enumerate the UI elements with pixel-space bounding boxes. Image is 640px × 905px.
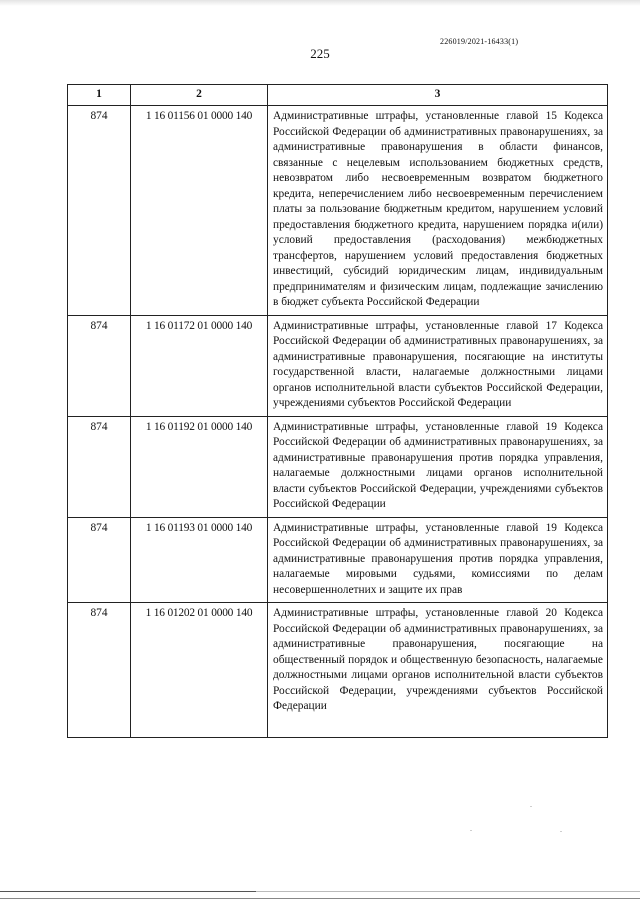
table-row: [68, 106, 608, 316]
scan-artifact: [470, 830, 472, 831]
kbk-code-cell: 1 16 01156 01 0000 140: [131, 106, 268, 316]
description-cell: Административные штрафы, установленные главой 19 Кодекса Российской Федерации об административных правонарушениях, за административные правонарушения против порядка управления, налагаемые мировыми судьями, комиссиями по делам несовершеннолетних и защите их прав: [268, 517, 608, 603]
admin-code-cell: 874: [68, 106, 131, 316]
admin-code-cell: 874: [68, 315, 131, 416]
table-header-row: [68, 85, 608, 106]
admin-code-cell: 874: [68, 517, 131, 603]
revenue-codes-table: [67, 84, 608, 738]
page-number: 225: [310, 46, 330, 61]
kbk-code-cell: 1 16 01172 01 0000 140: [131, 315, 268, 416]
description-cell: Административные штрафы, установленные главой 20 Кодекса Российской Федерации об административных правонарушениях, за административные правонарушения, посягающие на общественный порядок и общественную безопасность, налагаемые должностными лицами органов исполнительной власти субъектов Российской Федерации, учреждениями субъектов Российской Федерации: [268, 603, 608, 738]
column-header-1: 1: [68, 85, 131, 106]
kbk-code-cell: 1 16 01202 01 0000 140: [131, 603, 268, 738]
kbk-code-cell: 1 16 01193 01 0000 140: [131, 517, 268, 603]
description-cell: Административные штрафы, установленные главой 17 Кодекса Российской Федерации об административных правонарушениях, за административные правонарушения, посягающие на институты государственной власти, налагаемые должностными лицами органов исполнительной власти субъектов Российской Федерации, учреждениями субъектов Российской Федерации: [268, 315, 608, 416]
description-cell: Административные штрафы, установленные главой 15 Кодекса Российской Федерации об административных правонарушениях, за административные правонарушения в области финансов, связанные с нецелевым использованием бюджетных средств, невозвратом либо несвоевременным возвратом бюджетного кредита, неперечислением либо несвоевременным перечислением платы за пользование бюджетным кредитом, нарушением условий предоставления бюджетного кредита, нарушением порядка и(или) условий предоставления (расходования) межбюджетных трансфертов, нарушением условий предоставления бюджетных инвестиций, субсидий юридическим лицам, индивидуальным предпринимателям и физическим лицам, подлежащие зачислению в бюджет субъекта Российской Федерации: [268, 106, 608, 316]
scan-shadow: [0, 0, 640, 6]
scan-artifact: [0, 891, 640, 892]
column-header-3: 3: [268, 85, 608, 106]
document-code: 226019/2021-16433(1): [440, 37, 519, 46]
table-row: [68, 416, 608, 517]
description-cell: Административные штрафы, установленные главой 19 Кодекса Российской Федерации об административных правонарушениях, за административные правонарушения против порядка управления, налагаемые должностными лицами органов исполнительной власти субъектов Российской Федерации, учреждениями субъектов Российской Федерации: [268, 416, 608, 517]
column-header-2: 2: [131, 85, 268, 106]
table-row: [68, 603, 608, 738]
admin-code-cell: 874: [68, 416, 131, 517]
kbk-code-cell: 1 16 01192 01 0000 140: [131, 416, 268, 517]
scan-artifact: [530, 806, 532, 807]
table-row: [68, 517, 608, 603]
scan-artifact: [0, 898, 640, 899]
admin-code-cell: 874: [68, 603, 131, 738]
scan-artifact: [560, 831, 562, 832]
table-row: [68, 315, 608, 416]
